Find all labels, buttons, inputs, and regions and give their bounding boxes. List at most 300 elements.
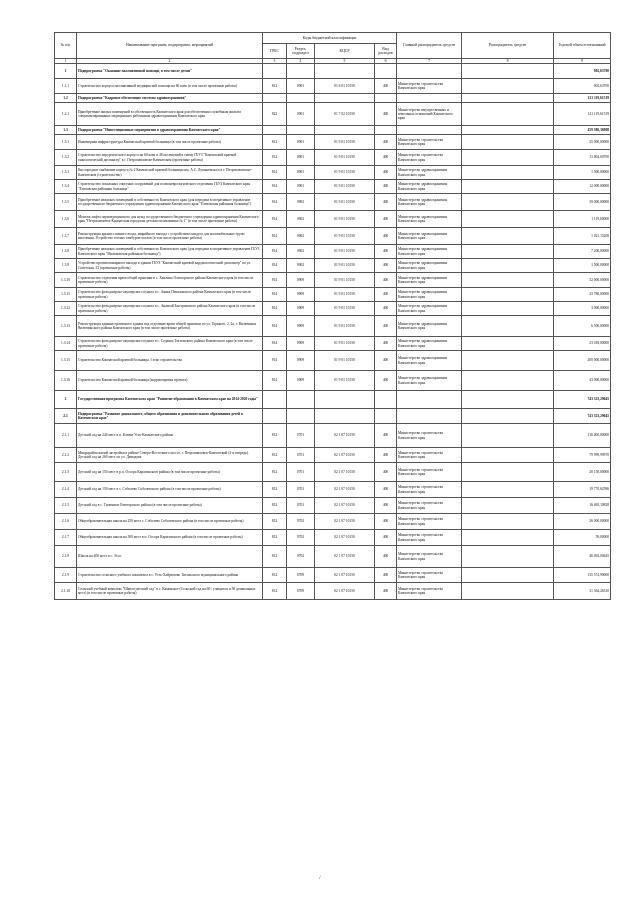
row-recipient bbox=[462, 135, 554, 150]
row-expense-type: 400 bbox=[375, 351, 397, 371]
row-section: 0709 bbox=[287, 583, 315, 600]
row-section: 0902 bbox=[287, 211, 315, 228]
row-admin: Министерство здравоохранения Камчатского края bbox=[397, 259, 462, 273]
row-ksr: 02 1 07 10150 bbox=[315, 514, 375, 530]
row-recipient bbox=[462, 463, 554, 482]
table-row bbox=[55, 180, 611, 194]
row-admin: Министерство строительства Камчатского края bbox=[397, 448, 462, 463]
row-ksr: 01 9 01 10150 bbox=[315, 166, 375, 180]
row-section: 0701 bbox=[287, 498, 315, 514]
row-admin: Министерство строительства Камчатского края bbox=[397, 482, 462, 498]
row-name: Детский сад на 150 мест в с. Соболево Соболевского района (в том числе проектные работы) bbox=[77, 482, 263, 498]
row-ksr: 02 1 07 10150 bbox=[315, 448, 375, 463]
row-recipient bbox=[462, 530, 554, 546]
row-amount: 902,63700 bbox=[554, 79, 611, 94]
row-recipient bbox=[462, 424, 554, 448]
row-recipient bbox=[462, 391, 554, 409]
row-number: 1 bbox=[55, 64, 77, 79]
row-recipient bbox=[462, 288, 554, 302]
header-rzpr: Раздел, подраздел bbox=[287, 44, 315, 59]
row-amount: 26 000,00000 bbox=[554, 514, 611, 530]
row-admin: Министерство строительства Камчатского края bbox=[397, 135, 462, 150]
row-expense-type: 400 bbox=[375, 135, 397, 150]
row-grbs: 812 bbox=[263, 514, 287, 530]
row-ksr: 02 1 07 10150 bbox=[315, 482, 375, 498]
header-grbs: ГРБС bbox=[263, 44, 287, 59]
row-amount: 1 500,00000 bbox=[554, 259, 611, 273]
row-grbs: 812 bbox=[263, 150, 287, 166]
row-expense-type: 400 bbox=[375, 79, 397, 94]
row-admin: Министерство строительства Камчатского края bbox=[397, 463, 462, 482]
row-number: 1.3.6 bbox=[55, 211, 77, 228]
row-amount: 743 323,29645 bbox=[554, 409, 611, 424]
row-admin: Министерство строительства Камчатского края bbox=[397, 79, 462, 94]
table-row bbox=[55, 337, 611, 351]
row-ksr: 02 1 07 10150 bbox=[315, 424, 375, 448]
row-section: 0702 bbox=[287, 530, 315, 546]
table-row bbox=[55, 351, 611, 371]
row-recipient bbox=[462, 371, 554, 391]
header-admin: Главный распорядитель средств bbox=[397, 33, 462, 59]
row-grbs bbox=[263, 94, 287, 103]
row-grbs: 812 bbox=[263, 568, 287, 583]
row-ksr: 01 9 01 10150 bbox=[315, 180, 375, 194]
row-name: Подпрограмма "Инвестиционные мероприятия в здравоохранении Камчатского края" bbox=[77, 126, 263, 135]
table-row bbox=[55, 514, 611, 530]
row-grbs: 812 bbox=[263, 583, 287, 600]
row-admin: Министерство строительства Камчатского края bbox=[397, 424, 462, 448]
row-ksr: 02 1 07 10150 bbox=[315, 498, 375, 514]
row-recipient bbox=[462, 64, 554, 79]
table-row bbox=[55, 448, 611, 463]
row-grbs: 812 bbox=[263, 135, 287, 150]
index-cell: 6 bbox=[375, 59, 397, 64]
row-grbs: 814 bbox=[263, 302, 287, 316]
table-row bbox=[55, 424, 611, 448]
row-amount: 743 323,29645 bbox=[554, 391, 611, 409]
row-section: 0909 bbox=[287, 302, 315, 316]
row-section: 0701 bbox=[287, 482, 315, 498]
row-name: Детский сад на 240 мест в п. Ключи Усть-Камчатского района bbox=[77, 424, 263, 448]
row-admin: Министерство здравоохранения Камчатского края bbox=[397, 316, 462, 337]
table-row bbox=[55, 79, 611, 94]
row-number: 2.1.2 bbox=[55, 448, 77, 463]
table-row bbox=[55, 482, 611, 498]
row-admin bbox=[397, 94, 462, 103]
row-number: 1.3.9 bbox=[55, 259, 77, 273]
row-expense-type: 400 bbox=[375, 337, 397, 351]
row-expense-type bbox=[375, 126, 397, 135]
row-ksr: 01 9 01 10150 bbox=[315, 135, 375, 150]
row-recipient bbox=[462, 94, 554, 103]
row-expense-type bbox=[375, 94, 397, 103]
row-amount: 1 021,15208 bbox=[554, 228, 611, 245]
row-number: 1.3.5 bbox=[55, 194, 77, 211]
row-section: 0909 bbox=[287, 371, 315, 391]
row-grbs bbox=[263, 391, 287, 409]
row-name: Приобретение жилых помещений в собственность Камчатского края для обеспечения служебным жильем специализированных медицинских работников здравоохранения Камчатского края bbox=[77, 103, 263, 126]
row-expense-type: 400 bbox=[375, 482, 397, 498]
row-recipient bbox=[462, 302, 554, 316]
row-section: 0909 bbox=[287, 337, 315, 351]
table-row bbox=[55, 211, 611, 228]
table-row bbox=[55, 316, 611, 337]
row-grbs: 814 bbox=[263, 351, 287, 371]
row-grbs: 812 bbox=[263, 546, 287, 568]
row-number: 2.1.1 bbox=[55, 424, 77, 448]
row-name: Общеобразовательная школа на 300 мест в п. Оссора Карагинского района (в том числе проектные работы) bbox=[77, 530, 263, 546]
row-expense-type: 400 bbox=[375, 583, 397, 600]
row-expense-type bbox=[375, 409, 397, 424]
row-section: 0909 bbox=[287, 273, 315, 288]
row-amount: 12 000,00000 bbox=[554, 180, 611, 194]
row-grbs: 812 bbox=[263, 448, 287, 463]
header-recipient: Распорядитель средств bbox=[462, 33, 554, 59]
row-ksr: 01 9 01 10150 bbox=[315, 150, 375, 166]
row-grbs bbox=[263, 409, 287, 424]
row-number: 2.1.10 bbox=[55, 583, 77, 600]
row-amount: 902,63700 bbox=[554, 64, 611, 79]
table-row bbox=[55, 194, 611, 211]
row-number: 1.3.4 bbox=[55, 180, 77, 194]
row-number: 1.2.1 bbox=[55, 103, 77, 126]
row-expense-type: 400 bbox=[375, 194, 397, 211]
row-number: 2.1.5 bbox=[55, 498, 77, 514]
row-name: Школа на 400 мест в с. Эссо bbox=[77, 546, 263, 568]
row-amount: 3 000,00000 bbox=[554, 302, 611, 316]
row-amount: 121 119,61519 bbox=[554, 94, 611, 103]
row-recipient bbox=[462, 150, 554, 166]
row-grbs: 812 bbox=[263, 482, 287, 498]
row-ksr bbox=[315, 64, 375, 79]
row-grbs bbox=[263, 126, 287, 135]
row-name: Общеобразовательная школа на 250 мест с. Соболево Соболевского района (в том числе проектные работы) bbox=[77, 514, 263, 530]
row-amount: 7 200,00000 bbox=[554, 245, 611, 259]
row-name: Монтаж лифта парамедицинского для нужд государственного бюджетного учреждения здравоохранения Камчатского края "Петропавловск-Камчатская городская детская поликлиника № 1" (в том числе проектные работы) bbox=[77, 211, 263, 228]
row-recipient bbox=[462, 583, 554, 600]
row-section: 0901 bbox=[287, 79, 315, 94]
row-name: Устройство противопожарного выхода в здании ГБУЗ "Камчатский краевой кардиологический диспансер" по ул. Советская, 32 (проектные работы) bbox=[77, 259, 263, 273]
table-row bbox=[55, 568, 611, 583]
row-expense-type: 400 bbox=[375, 463, 397, 482]
row-number: 2.1.4 bbox=[55, 482, 77, 498]
row-name: Строительство хирургического корпуса на 60 коек и 48 посещений в смену ГБУЗ "Камчатский краевой онкологический диспансер" в г. Петропавловске-Камчатском (проектные работы) bbox=[77, 150, 263, 166]
row-expense-type: 400 bbox=[375, 448, 397, 463]
row-amount: 116 200,00000 bbox=[554, 424, 611, 448]
row-number: 2.1.7 bbox=[55, 530, 77, 546]
row-name: Приобретение нежилых помещений в собственность Камчатского края (для передачи в оперативное управление ГБУЗ Камчатского края "Мильковская районная больница") bbox=[77, 245, 263, 259]
row-section: 0702 bbox=[287, 546, 315, 568]
header-amount: Годовой объем ассигнований bbox=[554, 33, 611, 59]
row-number: 1.1.1 bbox=[55, 79, 77, 94]
page-mark: / bbox=[319, 876, 321, 881]
row-section bbox=[287, 126, 315, 135]
table-row bbox=[55, 228, 611, 245]
row-amount: 20 150,00000 bbox=[554, 463, 611, 482]
row-admin: Министерство строительства Камчатского края bbox=[397, 568, 462, 583]
row-ksr: 01 9 01 10150 bbox=[315, 259, 375, 273]
row-section: 0902 bbox=[287, 194, 315, 211]
row-expense-type: 400 bbox=[375, 316, 397, 337]
row-grbs: 814 bbox=[263, 211, 287, 228]
row-expense-type: 400 bbox=[375, 288, 397, 302]
row-amount: 39 000,00000 bbox=[554, 194, 611, 211]
row-grbs: 814 bbox=[263, 228, 287, 245]
row-name: Строительство фельдшерско-акушерского пункта в с. Аянка Пенжинского района Камчатского края (в том числе проектные работы) bbox=[77, 288, 263, 302]
row-number: 1.3.12 bbox=[55, 302, 77, 316]
row-number: 2.1 bbox=[55, 409, 77, 424]
row-number: 2.1.6 bbox=[55, 514, 77, 530]
row-number: 2.1.3 bbox=[55, 463, 77, 482]
program-row bbox=[55, 94, 611, 103]
row-amount: 31 364,26310 bbox=[554, 583, 611, 600]
row-admin: Министерство здравоохранения Камчатского края bbox=[397, 371, 462, 391]
row-ksr: 01 7 02 10150 bbox=[315, 103, 375, 126]
row-section bbox=[287, 94, 315, 103]
index-cell: 2 bbox=[77, 59, 263, 64]
row-section: 0901 bbox=[287, 150, 315, 166]
index-cell: 4 bbox=[287, 59, 315, 64]
row-expense-type: 400 bbox=[375, 546, 397, 568]
index-cell: 9 bbox=[554, 59, 611, 64]
row-ksr: 02 1 07 10150 bbox=[315, 583, 375, 600]
row-name: Кислородное снабжение корпуса № 2 Камчатской краевой больницы им. А.С. Лукашевского в г. Петропавловске-Камчатском (строительство) bbox=[77, 166, 263, 180]
row-name: Государственная программа Камчатского края "Развитие образования в Камчатском крае на 2014-2020 годы" bbox=[77, 391, 263, 409]
row-recipient bbox=[462, 568, 554, 583]
row-recipient bbox=[462, 498, 554, 514]
row-section: 0909 bbox=[287, 316, 315, 337]
row-name: Строительство сельского учебного комплекса в с. Усть-Хайрюзово Тигильского муниципального района bbox=[77, 568, 263, 583]
row-section: 0701 bbox=[287, 463, 315, 482]
index-cell: 7 bbox=[397, 59, 462, 64]
row-section: 0909 bbox=[287, 351, 315, 371]
row-ksr: 01 6 01 10150 bbox=[315, 79, 375, 94]
row-recipient bbox=[462, 79, 554, 94]
row-expense-type bbox=[375, 64, 397, 79]
header-codes: Коды бюджетной классификации bbox=[263, 33, 397, 44]
row-number: 1.3.16 bbox=[55, 371, 77, 391]
row-recipient bbox=[462, 546, 554, 568]
row-recipient bbox=[462, 273, 554, 288]
row-admin: Министерство строительства Камчатского края bbox=[397, 498, 462, 514]
row-expense-type: 400 bbox=[375, 498, 397, 514]
table-row bbox=[55, 245, 611, 259]
row-number: 1.3.8 bbox=[55, 245, 77, 259]
row-grbs: 812 bbox=[263, 498, 287, 514]
row-expense-type: 400 bbox=[375, 166, 397, 180]
header-ksr: КЦСР bbox=[315, 44, 375, 59]
row-recipient bbox=[462, 514, 554, 530]
row-amount: 1 500,00000 bbox=[554, 166, 611, 180]
row-number: 1.3 bbox=[55, 126, 77, 135]
row-amount: 19 770,62586 bbox=[554, 482, 611, 498]
row-section: 0902 bbox=[287, 259, 315, 273]
program-row bbox=[55, 126, 611, 135]
row-name: Строительство фельдшерско-акушерского пункта в с. Анавгай Быстринского района Камчатского края (в том числе проектные работы) bbox=[77, 302, 263, 316]
row-ksr: 01 9 01 10150 bbox=[315, 211, 375, 228]
appropriations-table bbox=[54, 32, 611, 600]
row-section: 0901 bbox=[287, 166, 315, 180]
row-admin bbox=[397, 391, 462, 409]
row-expense-type: 400 bbox=[375, 273, 397, 288]
table-row bbox=[55, 273, 611, 288]
row-amount: 13 804,60700 bbox=[554, 150, 611, 166]
row-grbs: 814 bbox=[263, 180, 287, 194]
row-recipient bbox=[462, 103, 554, 126]
row-section: 0902 bbox=[287, 245, 315, 259]
row-grbs: 814 bbox=[263, 371, 287, 391]
row-grbs bbox=[263, 64, 287, 79]
row-ksr: 01 9 01 10150 bbox=[315, 194, 375, 211]
row-expense-type: 400 bbox=[375, 211, 397, 228]
program-row bbox=[55, 409, 611, 424]
row-recipient bbox=[462, 245, 554, 259]
row-recipient bbox=[462, 448, 554, 463]
row-grbs: 812 bbox=[263, 424, 287, 448]
row-ksr: 01 9 01 10150 bbox=[315, 245, 375, 259]
row-admin: Министерство здравоохранения Камчатского края bbox=[397, 302, 462, 316]
row-name: Детский сад в с. Тиличики Олюторского района (в том числе проектные работы) bbox=[77, 498, 263, 514]
row-amount: 16 465,10828 bbox=[554, 498, 611, 514]
row-amount: 23 780,00000 bbox=[554, 288, 611, 302]
row-ksr: 01 9 01 10150 bbox=[315, 288, 375, 302]
row-recipient bbox=[462, 482, 554, 498]
table-row bbox=[55, 546, 611, 568]
row-admin: Министерство здравоохранения Камчатского края bbox=[397, 180, 462, 194]
table-row bbox=[55, 498, 611, 514]
row-section: 0701 bbox=[287, 424, 315, 448]
row-recipient bbox=[462, 166, 554, 180]
row-number: 1.3.11 bbox=[55, 288, 77, 302]
row-grbs: 812 bbox=[263, 463, 287, 482]
row-amount: 1 119,60000 bbox=[554, 211, 611, 228]
row-name: Реконструкция крыши главного входа, аварийного выхода с устройством пандуса для маломобильных групп населения. Устройство теплых тамбуров-холлов (в том числе проектные работы) bbox=[77, 228, 263, 245]
row-admin: Министерство строительства Камчатского края bbox=[397, 150, 462, 166]
row-ksr: 02 1 07 10150 bbox=[315, 463, 375, 482]
row-name: Подпрограмма "Кадровое обеспечение системы здравоохранения" bbox=[77, 94, 263, 103]
header-vr: Вид расходов bbox=[375, 44, 397, 59]
row-ksr: 01 9 01 10150 bbox=[315, 371, 375, 391]
row-name: Строительство отделения врача общей практики в с. Хаилино Олюторского района Камчатского края (в том числе проектные работы) bbox=[77, 273, 263, 288]
row-recipient bbox=[462, 316, 554, 337]
row-ksr: 02 1 07 10150 bbox=[315, 530, 375, 546]
row-expense-type: 400 bbox=[375, 180, 397, 194]
table-row bbox=[55, 166, 611, 180]
row-number: 2.1.8 bbox=[55, 546, 77, 568]
row-grbs: 814 bbox=[263, 245, 287, 259]
row-section: 0902 bbox=[287, 228, 315, 245]
row-amount: 135 574,90000 bbox=[554, 568, 611, 583]
row-grbs: 814 bbox=[263, 288, 287, 302]
row-name: Подпрограмма "Развитие дошкольного, общего образования и дополнительного образования детей в Камчатском крае" bbox=[77, 409, 263, 424]
row-admin: Министерство строительства Камчатского края bbox=[397, 546, 462, 568]
row-expense-type: 400 bbox=[375, 150, 397, 166]
table-row bbox=[55, 583, 611, 600]
row-amount: 43 000,00000 bbox=[554, 371, 611, 391]
table-row bbox=[55, 302, 611, 316]
row-admin: Министерство здравоохранения Камчатского края bbox=[397, 351, 462, 371]
row-ksr bbox=[315, 391, 375, 409]
row-grbs: 814 bbox=[263, 273, 287, 288]
row-grbs: 814 bbox=[263, 194, 287, 211]
row-expense-type: 400 bbox=[375, 302, 397, 316]
row-grbs: 814 bbox=[263, 166, 287, 180]
row-recipient bbox=[462, 351, 554, 371]
row-section: 0901 bbox=[287, 135, 315, 150]
row-number: 1.3.10 bbox=[55, 273, 77, 288]
header-name: Наименование программ, подпрограмм, мероприятий bbox=[77, 33, 263, 59]
row-section: 0909 bbox=[287, 288, 315, 302]
program-row bbox=[55, 391, 611, 409]
row-name: Детский сад на 150 мест в р.п. Оссора Карагинского района (в том числе проектные работы) bbox=[77, 463, 263, 482]
row-expense-type: 400 bbox=[375, 371, 397, 391]
row-name: Строительство фельдшерско-акушерского пункта в с. Седанка Тигильского района Камчатского края (в том числе проектные работы) bbox=[77, 337, 263, 351]
row-recipient bbox=[462, 194, 554, 211]
row-number: 1.3.15 bbox=[55, 351, 77, 371]
row-number: 2.1.9 bbox=[55, 568, 77, 583]
row-expense-type: 400 bbox=[375, 228, 397, 245]
row-number: 1.3.1 bbox=[55, 135, 77, 150]
table-row bbox=[55, 530, 611, 546]
row-amount: 459 386,36908 bbox=[554, 126, 611, 135]
row-ksr: 01 9 01 10150 bbox=[315, 316, 375, 337]
row-name: Строительство Камчатской краевой больницы (корректировка проекта) bbox=[77, 371, 263, 391]
row-expense-type: 400 bbox=[375, 424, 397, 448]
row-recipient bbox=[462, 337, 554, 351]
row-name: Приобретение нежилых помещений в собственность Камчатского края (для передачи в оперативное управление государственного бюджетного учреждения здравоохранения Камчатского края "Елизовская районная больница") bbox=[77, 194, 263, 211]
index-cell: 1 bbox=[55, 59, 77, 64]
row-grbs: 814 bbox=[263, 337, 287, 351]
row-recipient bbox=[462, 180, 554, 194]
row-section: 0709 bbox=[287, 568, 315, 583]
row-section: 0702 bbox=[287, 514, 315, 530]
row-name: Микрорайон жилой застройки в районе Северо-Восточного шоссе, г. Петропавловск-Камчатский (2-я очередь). Детский сад на 260 мест по ул. Давыдова bbox=[77, 448, 263, 463]
table-row bbox=[55, 103, 611, 126]
table-row bbox=[55, 288, 611, 302]
row-ksr bbox=[315, 94, 375, 103]
row-name: Реконструкция административного здания под отделение врача общей практики по ул. Горького, 2, 2а, г. Вилючинск Вилючинского района Камчатского края (в том числе проектные работы) bbox=[77, 316, 263, 337]
row-amount: 200 000,00000 bbox=[554, 351, 611, 371]
row-admin: Министерство здравоохранения Камчатского края bbox=[397, 166, 462, 180]
row-grbs: 814 bbox=[263, 316, 287, 337]
row-name: Сельский учебный комплекс "Школа-детский сад" в с. Каменское (Сельский сад на 60 / учащихся и 50 дошкольных мест) (в том числе проектные работы) bbox=[77, 583, 263, 600]
row-number: 1.3.3 bbox=[55, 166, 77, 180]
row-admin bbox=[397, 126, 462, 135]
table-row bbox=[55, 371, 611, 391]
row-recipient bbox=[462, 228, 554, 245]
row-admin: Министерство здравоохранения Камчатского края bbox=[397, 288, 462, 302]
row-number: 1.3.7 bbox=[55, 228, 77, 245]
row-amount: 32 000,00000 bbox=[554, 273, 611, 288]
row-admin: Министерство строительства Камчатского края bbox=[397, 514, 462, 530]
row-expense-type: 400 bbox=[375, 530, 397, 546]
row-section bbox=[287, 391, 315, 409]
header-num: № п/п bbox=[55, 33, 77, 59]
row-ksr: 01 9 01 10150 bbox=[315, 273, 375, 288]
index-cell: 5 bbox=[315, 59, 375, 64]
row-admin: Министерство здравоохранения Камчатского края bbox=[397, 228, 462, 245]
row-amount: 79 999,99970 bbox=[554, 448, 611, 463]
row-expense-type: 400 bbox=[375, 103, 397, 126]
row-number: 1.3.14 bbox=[55, 337, 77, 351]
row-section: 0901 bbox=[287, 103, 315, 126]
row-admin: Министерство здравоохранения Камчатского края bbox=[397, 211, 462, 228]
row-expense-type: 400 bbox=[375, 245, 397, 259]
table-body bbox=[55, 64, 611, 600]
row-name: Подпрограмма "Оказание паллиативной помощи, в том числе детям" bbox=[77, 64, 263, 79]
row-admin: Министерство здравоохранения Камчатского края bbox=[397, 194, 462, 211]
row-section bbox=[287, 409, 315, 424]
